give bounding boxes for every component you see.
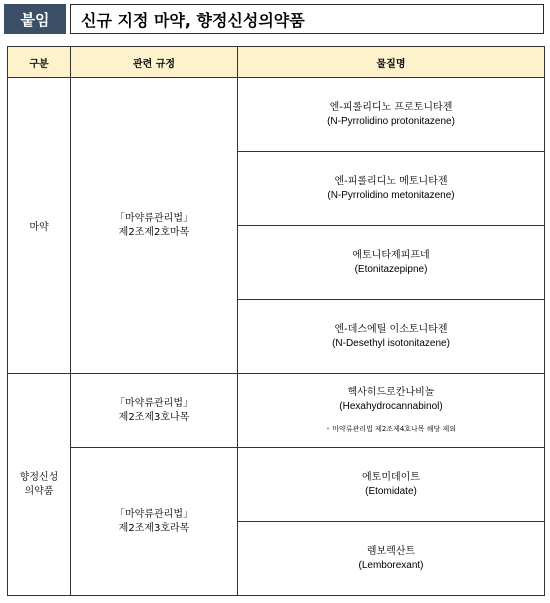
substance-cell [238, 448, 545, 522]
column-header-substance: 물질명 [238, 47, 545, 78]
substance-table [7, 46, 545, 596]
regulation-cell [71, 448, 238, 596]
substance-korean: 렘보렉산트 [366, 545, 416, 557]
regulation-cell [71, 374, 238, 448]
substance-english: (Hexahydrocannabinol) [339, 400, 443, 412]
page-title: 신규 지정 마약, 향정신성의약품 [70, 4, 544, 34]
substance-english: (N-Pyrrolidino metonitazene) [327, 189, 455, 201]
exclusion-note [238, 422, 544, 436]
substance-korean: 엔-피롤리디노 프로토니타젠 [329, 101, 453, 113]
table-header-row [8, 47, 545, 78]
table-row [8, 448, 545, 522]
substance-english: (Etonitazepipne) [354, 263, 428, 275]
regulation-law: 「마약류관리법」 [115, 397, 193, 409]
substance-korean: 엔-피롤리디노 메토니타젠 [334, 175, 448, 187]
substance-cell [238, 152, 545, 226]
substance-english: (Lemborexant) [358, 559, 424, 571]
substance-cell [238, 522, 545, 596]
exclusion-note-text: 마약류관리법 제2조제4호나목 해당 제외 [332, 424, 457, 433]
substance-korean: 에토니타제피프네 [352, 249, 430, 261]
table-row [8, 374, 545, 448]
substance-korean: 헥사히드로칸나비놀 [347, 386, 435, 398]
header [4, 4, 544, 34]
substance-korean: 엔-데스에틸 이소토니타젠 [334, 323, 448, 335]
attachment-badge: 붙임 [4, 4, 66, 34]
substance-cell [238, 226, 545, 300]
substance-english: (Etomidate) [365, 485, 417, 497]
regulation-article: 제2조제2호마목 [118, 226, 190, 238]
category-line: 의약품 [24, 485, 54, 497]
column-header-category: 구분 [8, 47, 71, 78]
regulation-article: 제2조제3호나목 [118, 411, 190, 423]
substance-korean: 에토미데이트 [362, 471, 420, 483]
table-row [8, 78, 545, 152]
category-line: 향정신성 [19, 471, 59, 483]
substance-cell [238, 300, 545, 374]
regulation-law: 「마약류관리법」 [115, 508, 193, 520]
category-cell-psychotropic [8, 374, 71, 596]
substance-english: (N-Pyrrolidino protonitazene) [327, 115, 455, 127]
regulation-cell [71, 78, 238, 374]
regulation-article: 제2조제3호라목 [118, 522, 190, 534]
category-cell-narcotics: 마약 [8, 78, 71, 374]
substance-cell [238, 374, 545, 448]
bullet-icon: • [325, 424, 331, 433]
column-header-regulation: 관련 규정 [71, 47, 238, 78]
regulation-law: 「마약류관리법」 [115, 212, 193, 224]
substance-cell [238, 78, 545, 152]
substance-english: (N-Desethyl isotonitazene) [332, 337, 450, 349]
